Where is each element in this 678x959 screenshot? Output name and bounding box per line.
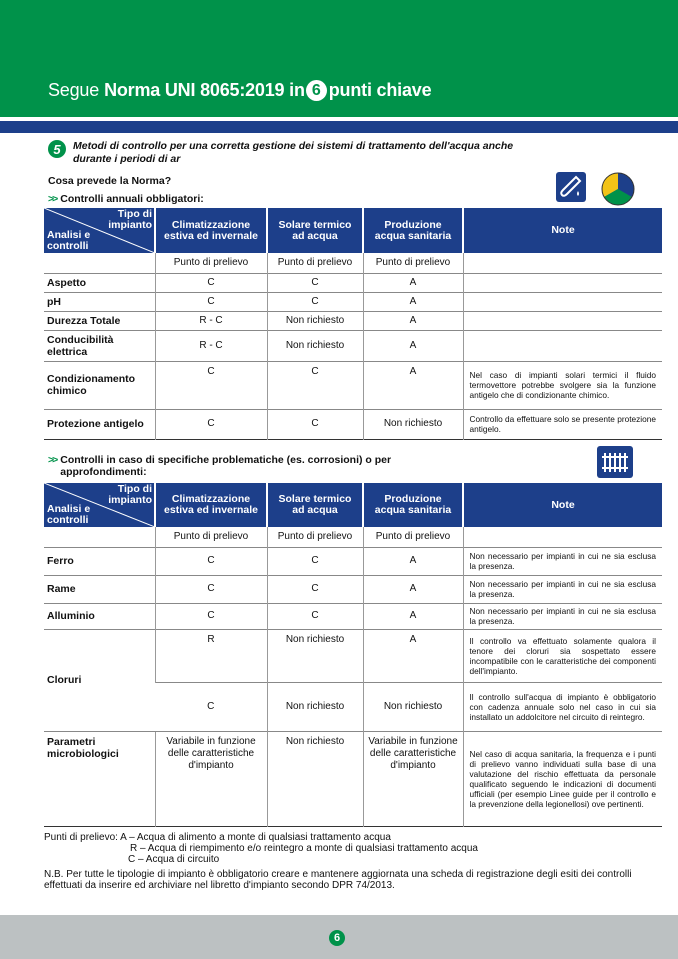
empty-cell <box>44 253 155 273</box>
cell-c3: A <box>363 330 463 361</box>
sampling-points-legend <box>44 832 478 865</box>
header-diagonal-cell <box>44 208 155 253</box>
cell-c3: A <box>363 575 463 603</box>
column-header: Produzione acqua sanitaria <box>363 483 463 527</box>
note-cell <box>463 292 662 311</box>
cell-c1: C <box>155 575 267 603</box>
cell-c1: C <box>155 361 267 409</box>
column-header: Climatizzazione estiva ed invernale <box>155 483 267 527</box>
cell-c2: C <box>267 603 363 629</box>
cell-c1: C <box>155 682 267 731</box>
table-row <box>44 575 662 603</box>
legend-label: Punti di prelievo: <box>44 832 118 843</box>
cell-c2: C <box>267 273 363 292</box>
title-suffix: punti chiave <box>328 80 432 100</box>
cell-c2: Non richiesto <box>267 311 363 330</box>
cell-c2: Non richiesto <box>267 682 363 731</box>
note-cell: Non necessario per impianti in cui ne sia esclusa la presenza. <box>463 603 662 629</box>
radiator-icon <box>597 446 633 478</box>
table-bottom-rule <box>44 826 662 827</box>
cell-c1: R - C <box>155 311 267 330</box>
note-cell: Controllo da effettuare solo se presente protezione antigelo. <box>463 409 662 439</box>
cell-c1: Variabile in funzione delle caratteristiche d'impianto <box>155 731 267 826</box>
cell-c3: A <box>363 361 463 409</box>
cell-c3: A <box>363 311 463 330</box>
cell-c2: Non richiesto <box>267 731 363 826</box>
table-header-row <box>44 208 662 253</box>
chevron-icon: >> <box>48 193 57 205</box>
cell-c1: C <box>155 603 267 629</box>
section-title: Metodi di controllo per una corretta gestione dei sistemi di trattamento dell'acqua anche durante i periodi di ar <box>73 140 514 165</box>
row-label: Durezza Totale <box>44 311 155 330</box>
row-label: Protezione antigelo <box>44 409 155 439</box>
title-number-badge: 6 <box>306 80 327 101</box>
cell-c2: Non richiesto <box>267 629 363 682</box>
note-cell: Il controllo sull'acqua di impianto è obbligatorio con cadenza annuale solo nel caso in cui sia installato un addolcitore nel circuito di reintegro. <box>463 682 662 731</box>
empty-cell <box>463 527 662 547</box>
sampling-point-header: Punto di prelievo <box>267 253 363 273</box>
table-row <box>44 547 662 575</box>
table-annual-controls <box>44 208 662 440</box>
empty-cell <box>44 527 155 547</box>
column-header: Note <box>463 483 662 527</box>
title-prefix: Segue <box>48 80 100 100</box>
table-row <box>44 273 662 292</box>
table-header-row <box>44 483 662 527</box>
table-row <box>44 603 662 629</box>
empty-cell <box>463 253 662 273</box>
note-cell: Nel caso di acqua sanitaria, la frequenza e i punti di prelievo vanno individuati sulla base di una valutazione del rischio effettuata da personale qualificato seguendo le indicazioni di documenti ufficiali (per esempio Linee guide per il controllo e la prevenzione della legionellosi) ove pertinenti. <box>463 731 662 826</box>
cell-c3: A <box>363 292 463 311</box>
sampling-point-header: Punto di prelievo <box>155 253 267 273</box>
table-bottom-rule <box>44 439 662 440</box>
table1-heading <box>48 193 204 205</box>
cell-c1: C <box>155 547 267 575</box>
section-heading <box>48 140 533 166</box>
row-label: Rame <box>44 575 155 603</box>
column-header: Note <box>463 208 662 253</box>
page-title <box>48 80 431 101</box>
chevron-icon: >> <box>48 454 57 466</box>
cell-c3: A <box>363 603 463 629</box>
row-label: pH <box>44 292 155 311</box>
row-label: Cloruri <box>44 629 155 731</box>
sampling-point-header: Punto di prelievo <box>155 527 267 547</box>
table-row <box>44 311 662 330</box>
navy-divider <box>0 121 678 133</box>
cell-c2: Non richiesto <box>267 330 363 361</box>
table2-heading <box>48 454 400 478</box>
table-specific-controls <box>44 483 662 827</box>
column-header: Solare termico ad acqua <box>267 483 363 527</box>
header-diagonal-cell <box>44 483 155 527</box>
sampling-point-header: Punto di prelievo <box>267 527 363 547</box>
cell-c3: A <box>363 629 463 682</box>
note-cell <box>463 330 662 361</box>
row-label: Conducibilità elettrica <box>44 330 155 361</box>
row-label: Alluminio <box>44 603 155 629</box>
table-row <box>44 731 662 826</box>
column-header: Solare termico ad acqua <box>267 208 363 253</box>
cell-c3: A <box>363 273 463 292</box>
page-number: 6 <box>329 930 345 946</box>
table-row <box>44 629 662 682</box>
cell-c1: R <box>155 629 267 682</box>
row-label: Ferro <box>44 547 155 575</box>
sampling-point-header: Punto di prelievo <box>363 527 463 547</box>
row-label: Parametri microbiologici <box>44 731 155 826</box>
cell-c1: R - C <box>155 330 267 361</box>
cell-c1: C <box>155 409 267 439</box>
table2-title: Controlli in caso di specifiche problematiche (es. corrosioni) o per approfondimenti: <box>60 454 392 478</box>
nb-note: N.B. Per tutte le tipologie di impianto è obbligatorio creare e mantenere aggiornata una scheda di registrazione degli esiti dei controlli effettuati da inserire ed archiviare nel libretto d'impianto secondo DPR 74/2013. <box>44 869 632 891</box>
subheader-row <box>44 253 662 273</box>
header-analysis-label: Analisi e controlli <box>47 503 91 526</box>
header-type-label: Tipo di impianto <box>108 483 152 506</box>
table-row <box>44 330 662 361</box>
row-label: Condizionamento chimico <box>44 361 155 409</box>
note-cell: Non necessario per impianti in cui ne sia esclusa la presenza. <box>463 547 662 575</box>
header-type-label: Tipo di impianto <box>108 208 152 231</box>
column-header: Climatizzazione estiva ed invernale <box>155 208 267 253</box>
sampling-point-header: Punto di prelievo <box>363 253 463 273</box>
note-cell: Il controllo va effettuato solamente qualora il tenore dei cloruri sia sospettato essere incompatibile con le caratteristiche dei componenti dell'impianto. <box>463 629 662 682</box>
table-row <box>44 292 662 311</box>
cell-c3: Variabile in funzione delle caratteristiche d'impianto <box>363 731 463 826</box>
note-cell <box>463 311 662 330</box>
cell-c3: Non richiesto <box>363 409 463 439</box>
legend-item: R – Acqua di riempimento e/o reintegro a monte di qualsiasi trattamento acqua <box>130 843 478 854</box>
section-number-badge: 5 <box>48 140 66 158</box>
header-analysis-label: Analisi e controlli <box>47 229 91 252</box>
cell-c2: C <box>267 292 363 311</box>
cell-c2: C <box>267 575 363 603</box>
note-cell <box>463 273 662 292</box>
table-row <box>44 409 662 439</box>
cell-c1: C <box>155 273 267 292</box>
note-cell: Nel caso di impianti solari termici il fluido termovettore potrebbe svolgere sia la funzione antigelo che di condizionante chimico. <box>463 361 662 409</box>
cell-c3: A <box>363 547 463 575</box>
legend-item: A – Acqua di alimento a monte di qualsiasi trattamento acqua <box>120 832 391 843</box>
row-label: Aspetto <box>44 273 155 292</box>
legend-item: C – Acqua di circuito <box>128 854 220 865</box>
question-heading: Cosa prevede la Norma? <box>48 175 172 187</box>
subheader-row <box>44 527 662 547</box>
cell-c1: C <box>155 292 267 311</box>
cell-c3: Non richiesto <box>363 682 463 731</box>
column-header: Produzione acqua sanitaria <box>363 208 463 253</box>
table-row <box>44 361 662 409</box>
table1-title: Controlli annuali obbligatori: <box>60 193 204 205</box>
pie-logo-icon <box>601 172 635 206</box>
title-bold: Norma UNI 8065:2019 in <box>104 80 305 100</box>
cell-c2: C <box>267 409 363 439</box>
cell-c2: C <box>267 547 363 575</box>
test-tube-icon <box>556 172 586 202</box>
note-cell: Non necessario per impianti in cui ne sia esclusa la presenza. <box>463 575 662 603</box>
cell-c2: C <box>267 361 363 409</box>
